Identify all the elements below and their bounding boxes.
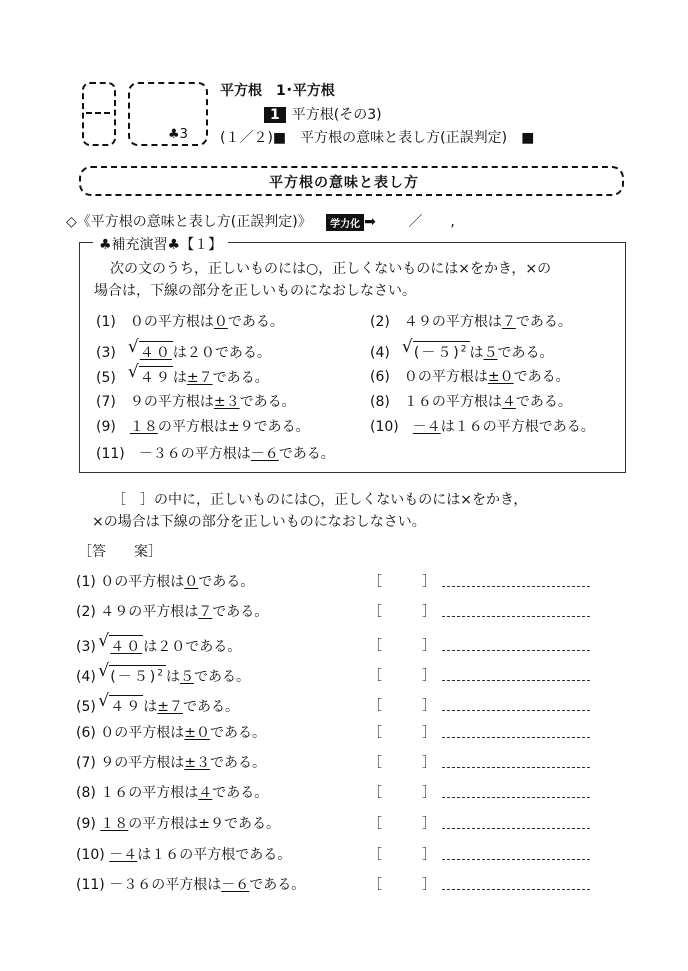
club-label: ♣3 [168, 127, 188, 142]
answer-line-11[interactable] [442, 889, 590, 890]
answer-bracket-11[interactable]: ［ ］ [368, 877, 436, 893]
answer-line-5[interactable] [442, 710, 590, 711]
answer-item-9: (9) １８の平方根は±９である。 [76, 816, 281, 832]
exercise-item-3: (3) √ ４０は２０である。 [96, 337, 271, 361]
sqrt-icon: √ $(-5)^2$ [401, 337, 469, 361]
exercise-item-11: (11) －３６の平方根は－６である。 [96, 446, 335, 462]
answer-instruction-2: ×の場合は下線の部分を正しいものになおしなさい。 [92, 514, 426, 530]
answer-bracket-1[interactable]: ［ ］ [368, 574, 436, 590]
banner-title: 平方根の意味と表し方 [269, 175, 419, 191]
answer-line-4[interactable] [442, 680, 590, 681]
answer-item-5: (5) √ ４９は±７である。 [76, 691, 240, 715]
exercise-item-6: (6) ０の平方根は±０である。 [370, 369, 570, 385]
exercise-item-8: (8) １６の平方根は４である。 [370, 394, 572, 410]
small-dashed-box [82, 82, 116, 146]
exercise-label: ♣補充演習♣【１】 [93, 234, 228, 254]
answer-item-4: (4) √ $(-5)^2$は５である。 [76, 661, 250, 685]
answer-item-3: (3) √ ４０は２０である。 [76, 631, 242, 655]
answer-bracket-2[interactable]: ［ ］ [368, 604, 436, 620]
gakuryoku-badge: 学力化 [326, 214, 364, 231]
arrow-icon: ➡ [364, 214, 376, 230]
subtitle-row [66, 211, 455, 231]
small-box-divider [86, 112, 110, 114]
exercise-item-7: (7) ９の平方根は±３である。 [96, 394, 296, 410]
instruction-line-2: 場合は，下線の部分を正しいものになおしなさい。 [94, 283, 416, 299]
header-subtitle: 平方根(その3) [291, 107, 382, 123]
answer-line-10[interactable] [442, 859, 590, 860]
answer-line-1[interactable] [442, 586, 590, 587]
answer-bracket-10[interactable]: ［ ］ [368, 847, 436, 863]
answer-item-11: (11) －３６の平方根は－６である。 [76, 877, 306, 893]
answer-line-7[interactable] [442, 767, 590, 768]
sqrt-icon: √ ４０ [127, 337, 172, 361]
exercise-item-9: (9) １８の平方根は±９である。 [96, 419, 310, 435]
answer-line-9[interactable] [442, 828, 590, 829]
header-line-3: (１／２)■ 平方根の意味と表し方(正誤判定) ■ [220, 130, 535, 146]
answer-line-8[interactable] [442, 797, 590, 798]
answer-instruction-1: ［ ］の中に，正しいものには○，正しくないものには×をかき， [112, 492, 528, 508]
exercise-item-4: (4) √ $(-5)^2$は５である。 [370, 337, 554, 361]
answer-line-2[interactable] [442, 616, 590, 617]
answer-bracket-6[interactable]: ［ ］ [368, 725, 436, 741]
answer-item-8: (8) １６の平方根は４である。 [76, 785, 269, 801]
answer-bracket-5[interactable]: ［ ］ [368, 698, 436, 714]
sqrt-icon: √ $(-5)^2$ [98, 661, 165, 685]
answer-item-10: (10) －４は１６の平方根である。 [76, 847, 292, 863]
sqrt-icon: √ ４９ [127, 362, 172, 386]
exercise-item-10: (10) －４は１６の平方根である。 [370, 419, 595, 435]
sqrt-icon: √ ４０ [98, 631, 143, 655]
answer-item-6: (6) ０の平方根は±０である。 [76, 725, 267, 741]
answer-heading: ［答 案］ [78, 544, 162, 560]
header-line-1: 平方根 1･平方根 [220, 83, 335, 99]
answer-bracket-7[interactable]: ［ ］ [368, 755, 436, 771]
exercise-item-5: (5) √ ４９は±７である。 [96, 362, 269, 386]
sqrt-icon: √ ４９ [98, 691, 143, 715]
exercise-item-2: (2) ４９の平方根は７である。 [370, 314, 572, 330]
answer-item-1: (1) ０の平方根は０である。 [76, 574, 255, 590]
answer-bracket-9[interactable]: ［ ］ [368, 816, 436, 832]
section-badge: 1 [264, 107, 286, 123]
header-line-2 [264, 104, 382, 124]
exercise-item-1: (1) ０の平方根は０である。 [96, 314, 284, 330]
answer-line-6[interactable] [442, 737, 590, 738]
answer-item-2: (2) ４９の平方根は７である。 [76, 604, 269, 620]
instruction-line-1: 次の文のうち，正しいものには○，正しくないものには×をかき，×の [110, 261, 552, 277]
date-slots: ／ , [408, 214, 455, 230]
answer-item-7: (7) ９の平方根は±３である。 [76, 755, 267, 771]
answer-bracket-3[interactable]: ［ ］ [368, 638, 436, 654]
answer-line-3[interactable] [442, 650, 590, 651]
answer-bracket-4[interactable]: ［ ］ [368, 668, 436, 684]
answer-bracket-8[interactable]: ［ ］ [368, 785, 436, 801]
subtitle-text: ◇《平方根の意味と表し方(正誤判定)》 [66, 214, 312, 230]
